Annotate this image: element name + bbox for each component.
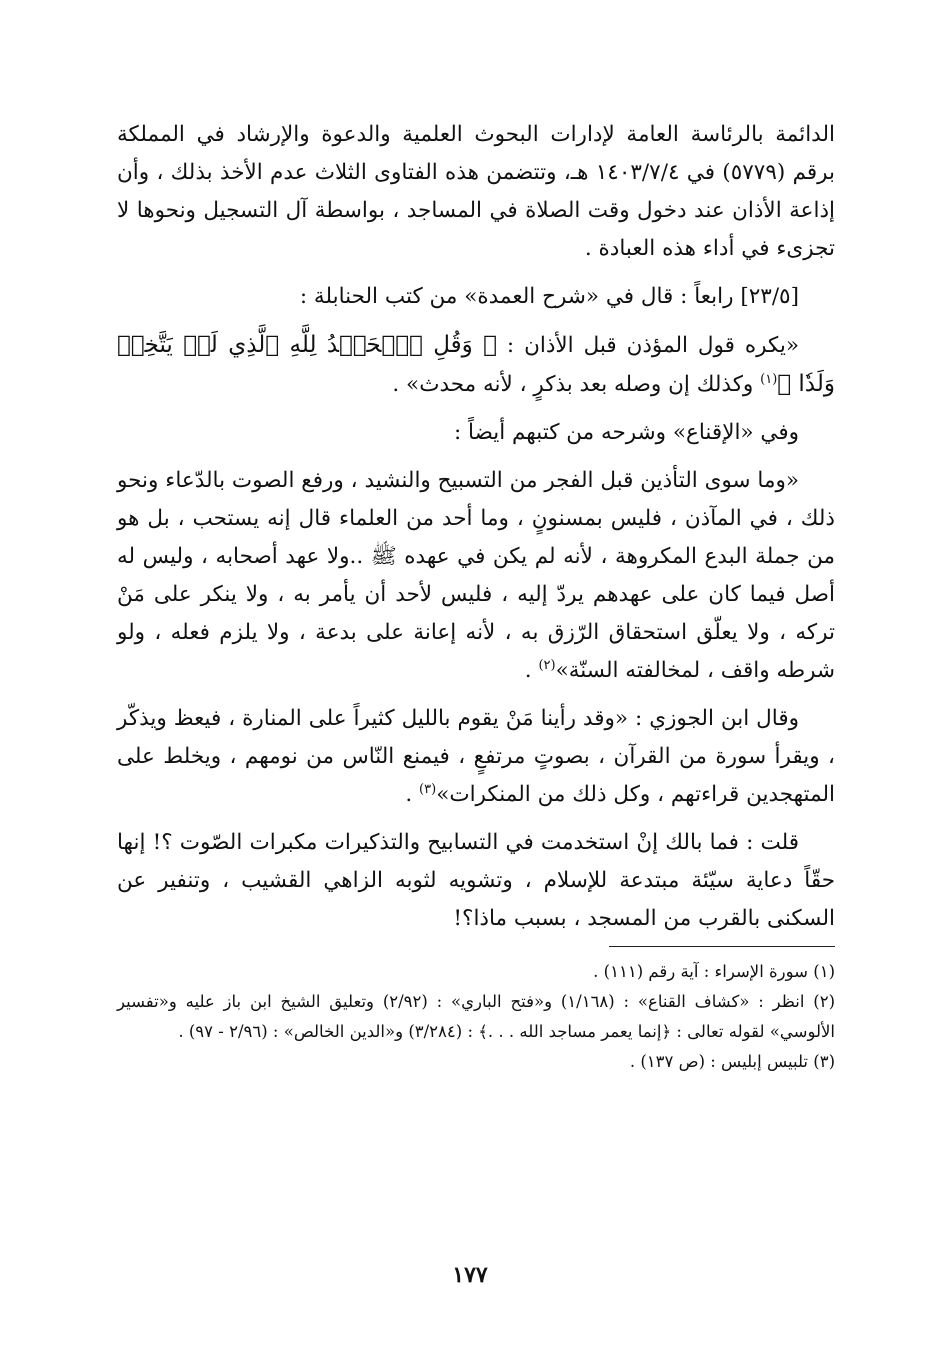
footnote-3: (٣) تلبيس إبليس : (ص ١٣٧) . <box>629 1052 835 1071</box>
paragraph-iqna-quote <box>117 462 835 690</box>
footnote-1: (١) سورة الإسراء : آية رقم (١١١) . <box>593 962 835 981</box>
footnote-ref-3[interactable]: (٣) <box>419 781 437 797</box>
quote-intro: «يكره قول المؤذن قبل الأذان : <box>496 333 799 358</box>
footnotes <box>117 957 835 1077</box>
ibn-aljawzi-end: . <box>405 782 420 807</box>
ibn-aljawzi-text: وقال ابن الجوزي : «وقد رأينا مَنْ يقوم بالليل كثيراً على المنارة ، فيعظ ويذكّر ، ويقرأ سورة من القرآن ، بصوتٍ مرتفعٍ ، فيمنع النّاس من نومهم ، ويخلط على المتهجدين قراءتهم ، وكل ذلك من المنكرات» <box>117 706 835 807</box>
paragraph-ibn-aljawzi <box>117 700 835 814</box>
footnote-ref-1[interactable]: (١) <box>760 371 778 387</box>
paragraph-iqna-intro: وفي «الإقناع» وشرحه من كتبهم أيضاً : <box>453 420 799 445</box>
quote-continuation: وكذلك إن وصله بعد بذكرٍ ، لأنه محدث» . <box>392 372 761 397</box>
footnote-2: (٢) انظر : «كشاف القناع» : (١/١٦٨) و«فتح الباري» : (٢/٩٢) وتعليق الشيخ ابن باز عليه و«تفسير الألوسي» لقوله تعالى : ﴿إنما يعمر مساجد الله . . .﴾ : (٣/٢٨٤) و«الدين الخالص» : (٢/٩٦ - ٩٧) . <box>117 992 835 1041</box>
footnote-separator <box>609 946 835 947</box>
footnote-ref-2[interactable]: (٢) <box>538 657 556 673</box>
page-body <box>117 116 835 1077</box>
paragraph-sharh-alumda-quote <box>117 326 835 404</box>
quran-verse: ﴿ وَقُلِ ٱلۡحَمۡدُ لِلَّهِ ٱلَّذِي لَمۡ يَتَّخِذۡ وَلَدٗا ﴾ <box>117 332 835 397</box>
iqna-quote-text: «وما سوى التأذين قبل الفجر من التسبيح والنشيد ، ورفع الصوت بالدّعاء ونحو ذلك ، في المآذن ، فليس بمسنونٍ ، وما أحد من العلماء قال إنه يستحب ، بل هو من جملة البدع المكروهة ، لأنه لم يكن في عهده ﷺ ..ولا عهد أصحابه ، وليس له أصل فيما كان على عهدهم يردّ إليه ، فليس لأحد أن يأمر به ، ولا ينكر على مَنْ تركه ، ولا يعلّق استحقاق الرّزق به ، لأنه إعانة على بدعة ، ولا يلزم فعله ، ولو شرطه واقف ، لمخالفته السنّة» <box>117 468 835 683</box>
page-number: ١٧٧ <box>452 1262 488 1288</box>
iqna-quote-end: . <box>524 658 539 683</box>
paragraph-fourth-point: [٢٣/٥] رابعاً : قال في «شرح العمدة» من كتب الحنابلة : <box>299 284 799 309</box>
paragraph-fatwa-continuation: الدائمة بالرئاسة العامة لإدارات البحوث العلمية والدعوة والإرشاد في المملكة برقم (٥٧٧٩) في ١٤٠٣/٧/٤ هـ، وتتضمن هذه الفتاوى الثلاث عدم الأخذ بذلك ، وأن إذاعة الأذان عند دخول وقت الصلاة في المساجد ، بواسطة آل التسجيل ونحوها لا تجزىء في أداء هذه العبادة . <box>117 122 836 261</box>
paragraph-author-comment: قلت : فما بالك إنْ استخدمت في التسابيح والتذكيرات مكبرات الصّوت ؟! إنها حقّاً دعاية سيّئة مبتدعة للإسلام ، وتشويه لثوبه الزاهي القشيب ، وتنفير عن السكنى بالقرب من المسجد ، بسبب ماذا؟! <box>117 830 835 931</box>
